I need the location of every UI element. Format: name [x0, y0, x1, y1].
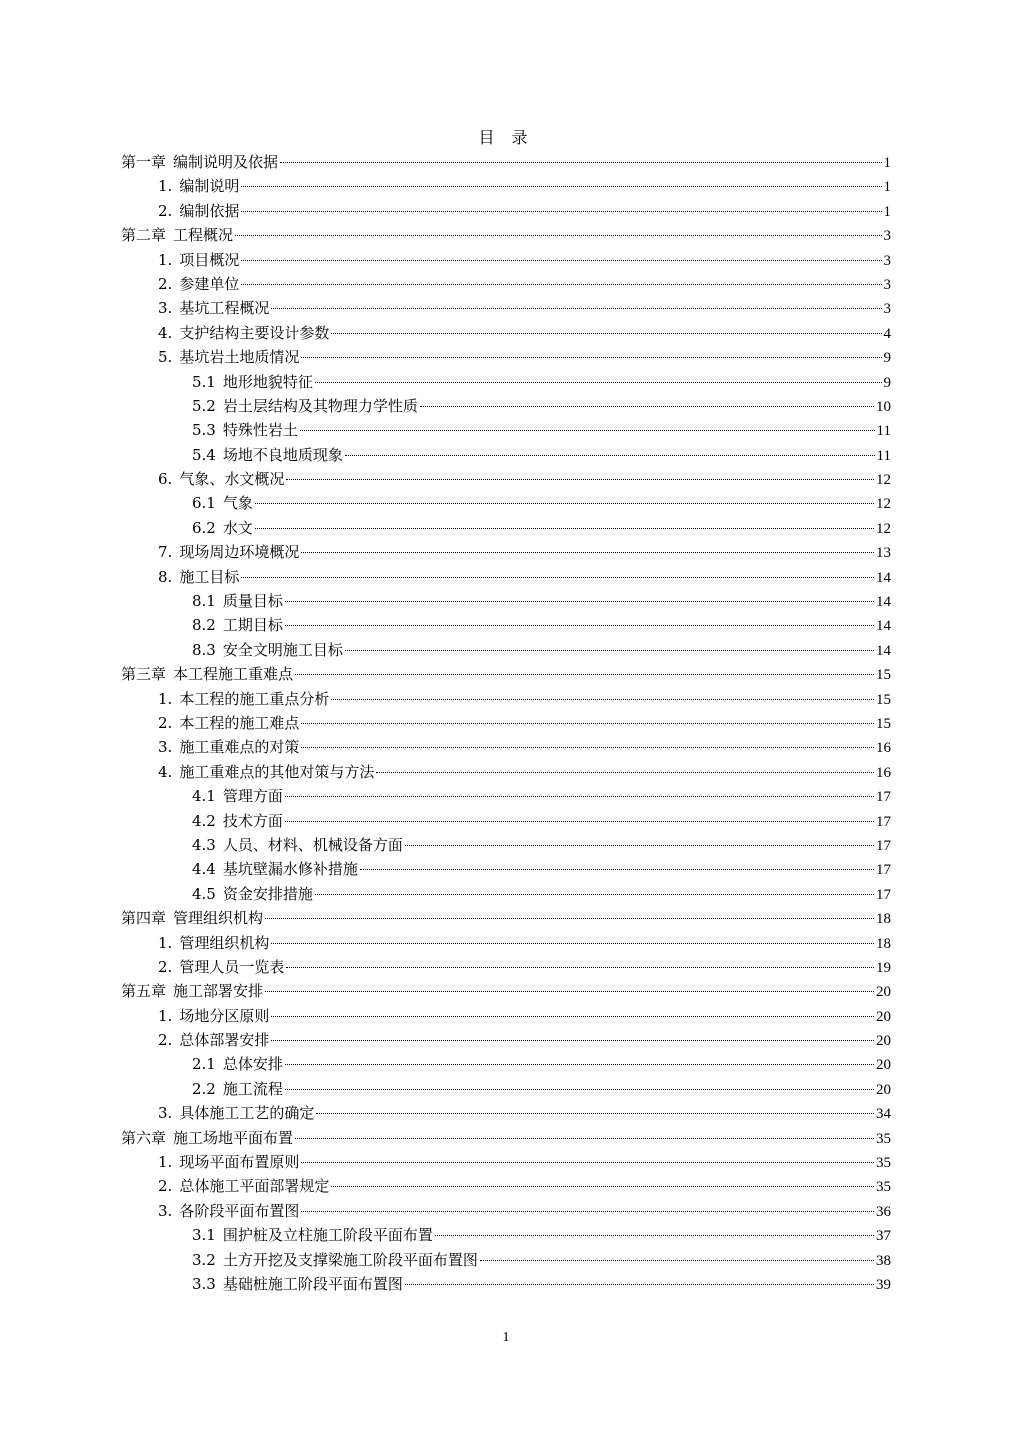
toc-entry-title: 本工程的施工重点分析 — [179, 689, 330, 708]
toc-entry-label — [192, 1248, 478, 1272]
toc-entry-label — [158, 565, 239, 589]
toc-entry-number: 5.4 — [192, 445, 216, 464]
toc-entry-page: 35 — [876, 1155, 891, 1172]
toc-entry-label — [192, 443, 343, 467]
toc-entry-page: 17 — [876, 813, 891, 830]
toc-entry-label — [121, 906, 263, 930]
toc-entry[interactable] — [121, 662, 891, 686]
toc-entry-number: 5.1 — [192, 372, 216, 391]
toc-entry-label — [158, 467, 284, 491]
toc-entry[interactable] — [121, 272, 891, 296]
toc-entry[interactable] — [121, 809, 891, 833]
toc-entry-title: 管理组织机构 — [179, 933, 270, 952]
toc-entry-page: 1 — [883, 203, 891, 220]
toc-entry-title: 管理人员一览表 — [179, 957, 285, 976]
toc-entry-label — [158, 1199, 299, 1223]
toc-entry-title: 基坑壁漏水修补措施 — [222, 860, 358, 879]
toc-entry-page: 3 — [883, 252, 891, 269]
toc-entry[interactable] — [121, 1150, 891, 1174]
toc-entry-number: 第六章 — [121, 1128, 167, 1147]
toc-dot-leader — [286, 479, 874, 480]
toc-entry-label — [158, 540, 299, 564]
toc-entry-label — [158, 735, 299, 759]
toc-entry-number: 第二章 — [121, 226, 167, 245]
toc-entry[interactable] — [121, 223, 891, 247]
toc-dot-leader — [315, 894, 874, 895]
toc-entry-title: 总体安排 — [222, 1055, 283, 1074]
toc-entry-page: 17 — [876, 862, 891, 879]
toc-dot-leader — [285, 796, 874, 797]
toc-entry[interactable] — [121, 418, 891, 442]
toc-entry-title: 本工程施工重难点 — [173, 665, 294, 684]
toc-entry-number: 3. — [158, 299, 173, 318]
toc-dot-leader — [265, 918, 874, 919]
page-title: 目 录 — [478, 128, 534, 147]
toc-entry-title: 参建单位 — [179, 274, 240, 293]
toc-entry-page: 14 — [876, 642, 891, 659]
toc-entry-title: 水文 — [222, 518, 253, 537]
toc-entry-label — [121, 150, 278, 174]
toc-entry-title: 总体部署安排 — [179, 1031, 270, 1050]
toc-entry-title: 基坑岩土地质情况 — [179, 348, 300, 367]
toc-dot-leader — [301, 723, 874, 724]
toc-entry-page: 14 — [876, 618, 891, 635]
toc-entry[interactable] — [121, 711, 891, 735]
toc-entry[interactable] — [121, 979, 891, 1003]
toc-entry-number: 5. — [158, 348, 173, 367]
toc-entry-label — [192, 613, 283, 637]
toc-dot-leader — [265, 991, 874, 992]
toc-entry-title: 工程概况 — [173, 226, 234, 245]
toc-entry-title: 安全文明施工目标 — [222, 640, 343, 659]
toc-entry[interactable] — [121, 857, 891, 881]
toc-entry-title: 管理组织机构 — [173, 909, 264, 928]
toc-entry-page: 17 — [876, 886, 891, 903]
toc-entry-label — [192, 638, 343, 662]
toc-entry-number: 2. — [158, 1031, 173, 1050]
toc-entry[interactable] — [121, 565, 891, 589]
toc-entry-page: 11 — [876, 447, 891, 464]
toc-entry-page: 14 — [876, 594, 891, 611]
toc-entry-label — [158, 296, 269, 320]
toc-dot-leader — [295, 674, 874, 675]
toc-entry-number: 1. — [158, 933, 173, 952]
toc-dot-leader — [345, 650, 874, 651]
toc-entry-number: 3. — [158, 1104, 173, 1123]
toc-entry-label — [192, 491, 253, 515]
toc-dot-leader — [241, 284, 881, 285]
toc-entry-label — [158, 248, 239, 272]
toc-entry-number: 2. — [158, 713, 173, 732]
toc-entry-title: 场地分区原则 — [179, 1006, 270, 1025]
toc-entry-label — [121, 1126, 293, 1150]
toc-entry-number: 8.2 — [192, 616, 216, 635]
toc-entry-label — [158, 1174, 329, 1198]
toc-entry-number: 3. — [158, 1201, 173, 1220]
toc-entry-title: 项目概况 — [179, 250, 240, 269]
toc-entry-label — [121, 662, 293, 686]
toc-entry-title: 支护结构主要设计参数 — [179, 323, 330, 342]
toc-entry-page: 20 — [876, 1033, 891, 1050]
toc-entry-number: 3.2 — [192, 1250, 216, 1269]
toc-dot-leader — [435, 1235, 874, 1236]
toc-entry-page: 20 — [876, 1081, 891, 1098]
toc-entry-number: 4. — [158, 762, 173, 781]
toc-entry-page: 14 — [876, 569, 891, 586]
toc-entry-number: 2. — [158, 1177, 173, 1196]
toc-dot-leader — [301, 1211, 874, 1212]
toc-entry-label — [158, 199, 239, 223]
toc-entry-page: 17 — [876, 837, 891, 854]
toc-entry-title: 气象、水文概况 — [179, 470, 285, 489]
toc-dot-leader — [286, 967, 874, 968]
toc-entry[interactable] — [121, 1223, 891, 1247]
toc-entry[interactable] — [121, 370, 891, 394]
toc-entry-page: 15 — [876, 715, 891, 732]
toc-entry-page: 20 — [876, 1008, 891, 1025]
toc-entry-label — [192, 833, 403, 857]
toc-dot-leader — [285, 1089, 874, 1090]
toc-entry-page: 17 — [876, 789, 891, 806]
toc-entry[interactable] — [121, 394, 891, 418]
toc-entry-page: 16 — [876, 764, 891, 781]
toc-entry-label — [158, 955, 284, 979]
toc-entry[interactable] — [121, 150, 891, 174]
toc-entry-page: 36 — [876, 1203, 891, 1220]
toc-entry-number: 5.3 — [192, 421, 216, 440]
toc-dot-leader — [255, 503, 874, 504]
toc-dot-leader — [480, 1260, 874, 1261]
toc-entry[interactable] — [121, 1174, 891, 1198]
toc-entry[interactable] — [121, 1101, 891, 1125]
toc-entry-page: 39 — [876, 1276, 891, 1293]
toc-entry-title: 气象 — [222, 494, 253, 513]
toc-entry-title: 人员、材料、机械设备方面 — [222, 835, 403, 854]
toc-entry[interactable] — [121, 345, 891, 369]
toc-entry-title: 施工流程 — [222, 1079, 283, 1098]
toc-entry-page: 34 — [876, 1106, 891, 1123]
toc-entry-label — [192, 809, 283, 833]
toc-entry-page: 15 — [876, 667, 891, 684]
toc-entry-page: 12 — [876, 496, 891, 513]
toc-entry-number: 4.3 — [192, 835, 216, 854]
toc-entry-title: 施工场地平面布置 — [173, 1128, 294, 1147]
toc-entry-label — [192, 1077, 283, 1101]
toc-entry-label — [158, 1028, 269, 1052]
toc-dot-leader — [345, 455, 875, 456]
toc-dot-leader — [241, 186, 881, 187]
toc-entry-page: 38 — [876, 1252, 891, 1269]
toc-entry[interactable] — [121, 516, 891, 540]
toc-dot-leader — [280, 162, 881, 163]
toc-entry-label — [121, 223, 233, 247]
toc-dot-leader — [376, 772, 874, 773]
toc-entry[interactable] — [121, 174, 891, 198]
toc-entry-title: 特殊性岩土 — [222, 421, 298, 440]
toc-dot-leader — [271, 1016, 874, 1017]
toc-dot-leader — [405, 1284, 874, 1285]
toc-entry-page: 20 — [876, 1057, 891, 1074]
toc-entry[interactable] — [121, 760, 891, 784]
toc-entry-page: 11 — [876, 423, 891, 440]
toc-entry[interactable] — [121, 1126, 891, 1150]
toc-entry-number: 2. — [158, 957, 173, 976]
toc-entry-number: 6. — [158, 470, 173, 489]
toc-entry-number: 2. — [158, 274, 173, 293]
page-number: 1 — [502, 1330, 510, 1345]
toc-entry-title: 质量目标 — [222, 592, 283, 611]
toc-entry-title: 地形地貌特征 — [222, 372, 313, 391]
toc-entry-label — [192, 589, 283, 613]
toc-dot-leader — [301, 552, 874, 553]
toc-entry-number: 8. — [158, 567, 173, 586]
toc-entry-number: 1. — [158, 689, 173, 708]
toc-entry-number: 第一章 — [121, 153, 167, 171]
toc-entry-label — [192, 1223, 433, 1247]
toc-entry-title: 现场周边环境概况 — [179, 543, 300, 562]
toc-dot-leader — [241, 211, 881, 212]
toc-entry[interactable] — [121, 199, 891, 223]
toc-entry-page: 9 — [883, 374, 891, 391]
toc-entry-title: 技术方面 — [222, 811, 283, 830]
toc-entry-label — [192, 1272, 403, 1296]
toc-entry-label — [158, 345, 299, 369]
toc-dot-leader — [301, 747, 874, 748]
toc-entry-title: 编制依据 — [179, 201, 240, 220]
toc-entry-label — [158, 931, 269, 955]
toc-dot-leader — [360, 869, 874, 870]
toc-entry-page: 1 — [883, 155, 891, 171]
toc-entry[interactable] — [121, 613, 891, 637]
toc-dot-leader — [420, 406, 874, 407]
toc-dot-leader — [301, 1162, 874, 1163]
toc-entry-number: 7. — [158, 543, 173, 562]
toc-entry-page: 35 — [876, 1179, 891, 1196]
toc-entry-number: 1. — [158, 250, 173, 269]
toc-dot-leader — [331, 1186, 874, 1187]
toc-entry[interactable] — [121, 1004, 891, 1028]
toc-entry[interactable] — [121, 1248, 891, 1272]
toc-entry-number: 3. — [158, 738, 173, 757]
toc-entry-title: 资金安排措施 — [222, 884, 313, 903]
toc-entry-title: 现场平面布置原则 — [179, 1153, 300, 1172]
toc-entry-number: 1. — [158, 1006, 173, 1025]
toc-dot-leader — [285, 1064, 874, 1065]
toc-dot-leader — [331, 699, 874, 700]
toc-entry-label — [158, 711, 299, 735]
toc-entry-number: 第三章 — [121, 665, 167, 684]
toc-entry-title: 土方开挖及支撑梁施工阶段平面布置图 — [222, 1250, 478, 1269]
toc-entry-number: 6.2 — [192, 518, 216, 537]
toc-entry-number: 2.2 — [192, 1079, 216, 1098]
toc-dot-leader — [285, 625, 874, 626]
toc-entry[interactable] — [121, 248, 891, 272]
toc-entry-number: 1. — [158, 177, 173, 196]
toc-entry[interactable] — [121, 784, 891, 808]
toc-entry-number: 3.1 — [192, 1226, 216, 1245]
toc-dot-leader — [331, 333, 881, 334]
toc-entry-page: 35 — [876, 1130, 891, 1147]
toc-entry-title: 施工目标 — [179, 567, 240, 586]
toc-entry-label — [192, 418, 298, 442]
toc-entry-number: 4.4 — [192, 860, 216, 879]
toc-dot-leader — [285, 601, 874, 602]
toc-entry-title: 施工部署安排 — [173, 982, 264, 1001]
toc-entry-page: 18 — [876, 911, 891, 928]
toc-entry-page: 37 — [876, 1228, 891, 1245]
toc-entry[interactable] — [121, 1077, 891, 1101]
toc-entry-page: 20 — [876, 984, 891, 1001]
toc-entry-page: 4 — [883, 325, 891, 342]
toc-entry[interactable] — [121, 638, 891, 662]
toc-entry[interactable] — [121, 882, 891, 906]
toc-entry-number: 5.2 — [192, 396, 216, 415]
toc-dot-leader — [301, 357, 881, 358]
toc-entry[interactable] — [121, 443, 891, 467]
toc-dot-leader — [315, 382, 882, 383]
toc-entry-label — [158, 272, 239, 296]
toc-entry[interactable] — [121, 467, 891, 491]
toc-entry-title: 总体施工平面部署规定 — [179, 1177, 330, 1196]
toc-entry-number: 8.3 — [192, 640, 216, 659]
toc-entry[interactable] — [121, 955, 891, 979]
toc-dot-leader — [255, 528, 874, 529]
toc-dot-leader — [271, 308, 881, 309]
toc-entry-label — [158, 1150, 299, 1174]
toc-entry-page: 1 — [883, 179, 891, 196]
toc-entry-label — [158, 174, 239, 198]
toc-entry-label — [192, 1052, 283, 1076]
toc-entry-page: 18 — [876, 935, 891, 952]
toc-entry-title: 工期目标 — [222, 616, 283, 635]
toc-entry-number: 3.3 — [192, 1274, 216, 1293]
toc-dot-leader — [300, 430, 875, 431]
toc-entry-number: 第四章 — [121, 909, 167, 928]
toc-entry-number: 4. — [158, 323, 173, 342]
toc-entry-page: 16 — [876, 740, 891, 757]
toc-entry-number: 8.1 — [192, 592, 216, 611]
toc-entry-label — [192, 882, 313, 906]
toc-entry[interactable] — [121, 589, 891, 613]
toc-entry-page: 9 — [883, 350, 891, 367]
toc-entry[interactable] — [121, 1028, 891, 1052]
toc-dot-leader — [405, 845, 874, 846]
toc-entry-label — [192, 394, 418, 418]
toc-entry-title: 管理方面 — [222, 787, 283, 806]
toc-dot-leader — [316, 1113, 874, 1114]
toc-entry-title: 施工重难点的其他对策与方法 — [179, 762, 375, 781]
toc-entry-title: 具体施工工艺的确定 — [179, 1104, 315, 1123]
toc-dot-leader — [241, 577, 874, 578]
toc-entry[interactable] — [121, 1272, 891, 1296]
toc-entry-title: 编制说明及依据 — [173, 153, 279, 171]
toc-entry-label — [192, 516, 253, 540]
toc-dot-leader — [295, 1138, 874, 1139]
toc-entry-number: 2.1 — [192, 1055, 216, 1074]
toc-entry-number: 4.5 — [192, 884, 216, 903]
toc-entry-title: 各阶段平面布置图 — [179, 1201, 300, 1220]
toc-entry[interactable] — [121, 540, 891, 564]
toc-dot-leader — [271, 943, 874, 944]
toc-entry-title: 本工程的施工难点 — [179, 713, 300, 732]
toc-entry-label — [192, 370, 313, 394]
toc-entry[interactable] — [121, 1052, 891, 1076]
toc-entry-label — [192, 857, 358, 881]
toc-entry-label — [158, 687, 329, 711]
toc-dot-leader — [285, 821, 874, 822]
toc-entry-label — [158, 1101, 314, 1125]
toc-entry-number: 第五章 — [121, 982, 167, 1001]
toc-entry-title: 岩土层结构及其物理力学性质 — [222, 396, 418, 415]
toc-entry-page: 13 — [876, 545, 891, 562]
toc-entry-title: 编制说明 — [179, 177, 240, 196]
toc-entry-number: 4.2 — [192, 811, 216, 830]
toc-entry-number: 6.1 — [192, 494, 216, 513]
toc-entry-page: 3 — [883, 228, 891, 245]
toc-entry-label — [121, 979, 263, 1003]
toc-entry-label — [158, 760, 374, 784]
toc-entry[interactable] — [121, 931, 891, 955]
toc-entry[interactable] — [121, 321, 891, 345]
toc-entry-title: 基础桩施工阶段平面布置图 — [222, 1274, 403, 1293]
toc-entry-page: 3 — [883, 301, 891, 318]
toc-entry-number: 2. — [158, 201, 173, 220]
toc-entry-label — [158, 1004, 269, 1028]
toc-dot-leader — [271, 1040, 874, 1041]
toc-entry-page: 19 — [876, 959, 891, 976]
toc-entry-page: 3 — [883, 276, 891, 293]
toc-entry-title: 基坑工程概况 — [179, 299, 270, 318]
table-of-contents — [121, 150, 891, 1296]
toc-entry[interactable] — [121, 491, 891, 515]
toc-dot-leader — [235, 235, 881, 236]
toc-entry-title: 施工重难点的对策 — [179, 738, 300, 757]
toc-entry-title: 围护桩及立柱施工阶段平面布置 — [222, 1226, 433, 1245]
toc-dot-leader — [241, 260, 881, 261]
toc-entry-page: 15 — [876, 691, 891, 708]
toc-entry-number: 4.1 — [192, 787, 216, 806]
toc-entry-page: 10 — [876, 398, 891, 415]
toc-entry[interactable] — [121, 296, 891, 320]
toc-entry-title: 场地不良地质现象 — [222, 445, 343, 464]
toc-entry[interactable] — [121, 833, 891, 857]
toc-entry[interactable] — [121, 735, 891, 759]
toc-entry[interactable] — [121, 906, 891, 930]
toc-entry-page: 12 — [876, 520, 891, 537]
toc-entry-label — [192, 784, 283, 808]
toc-entry[interactable] — [121, 1199, 891, 1223]
toc-entry-label — [158, 321, 329, 345]
toc-entry[interactable] — [121, 687, 891, 711]
toc-entry-page: 12 — [876, 472, 891, 489]
toc-entry-number: 1. — [158, 1153, 173, 1172]
